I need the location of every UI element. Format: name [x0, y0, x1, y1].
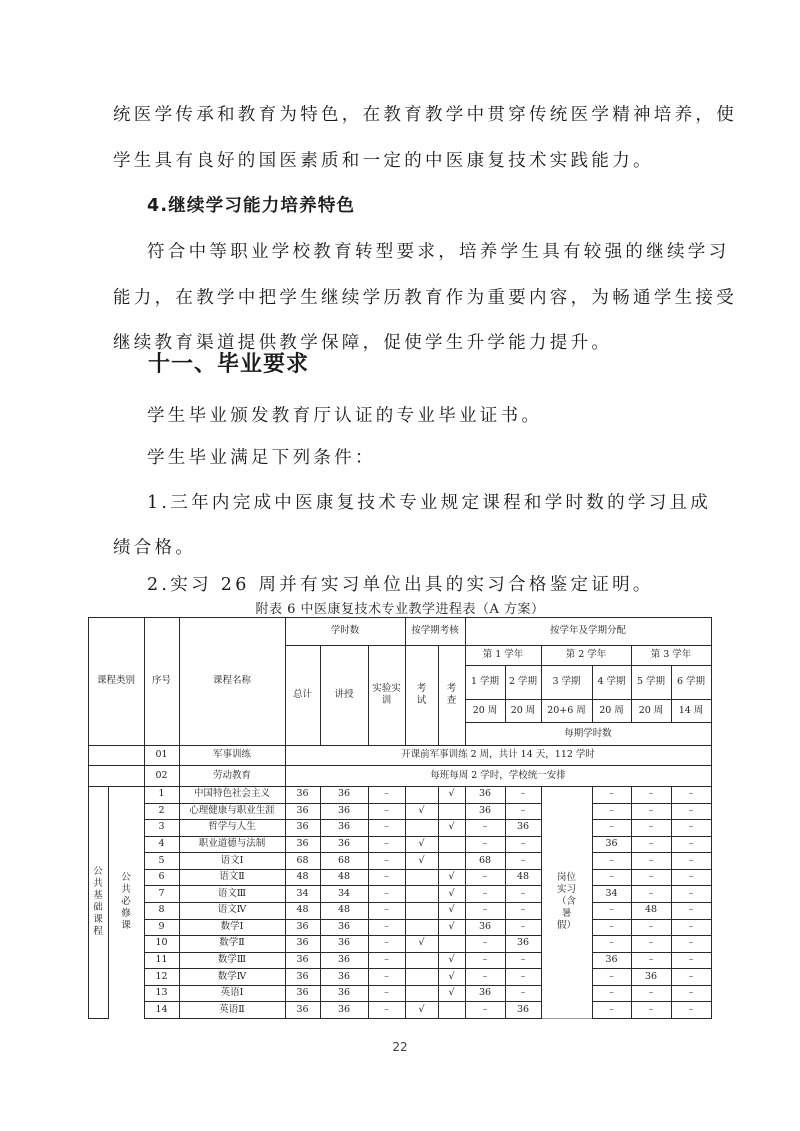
paragraph-line: 学生毕业满足下列条件：: [147, 448, 376, 468]
table-cell-seq: 4: [158, 838, 165, 850]
table-rule: [671, 786, 672, 1019]
special-row-note: 开课前军事训练 2 周，共计 14 天，112 学时: [401, 749, 595, 761]
header-year: 第 2 学年: [565, 649, 607, 661]
table-rule: [541, 786, 542, 1019]
table-rule: [465, 722, 712, 723]
table-cell-s2: 36: [516, 937, 530, 949]
table-cell-s2: –: [520, 804, 526, 816]
header-semester: 3 学期: [552, 676, 581, 688]
table-cell-check: √: [448, 821, 455, 833]
table-cell-name: 数学Ⅱ: [219, 937, 245, 949]
table-rule: [368, 786, 369, 1019]
table-cell-s5: –: [648, 838, 654, 850]
table-cell-s2: –: [520, 920, 526, 932]
table-cell-s4: 36: [605, 838, 618, 850]
table-cell-lab: –: [384, 970, 389, 982]
table-rule: [465, 699, 712, 700]
table-cell-lecture: 48: [337, 871, 351, 883]
table-rule: [144, 786, 145, 1019]
table-rule: [631, 786, 632, 1019]
table-cell-total: 36: [296, 838, 309, 850]
table-rule: [438, 786, 439, 1019]
table-cell-check: [438, 803, 465, 820]
table-cell-s5: –: [648, 804, 654, 816]
header-weeks: 20 周: [638, 704, 664, 716]
table-cell-seq: 7: [158, 887, 165, 899]
header-semester: 1 学期: [470, 676, 500, 688]
table-cell-lecture: 36: [337, 987, 351, 999]
table-cell-s1: –: [482, 887, 488, 899]
table-cell-seq: 8: [158, 904, 165, 916]
table-cell-s5: –: [648, 788, 654, 800]
table-cell-lab: –: [384, 1003, 389, 1015]
table-cell-exam: [405, 885, 438, 902]
table-cell-s4: –: [609, 1003, 614, 1015]
table-cell-check: √: [448, 970, 455, 982]
table-cell-s4: –: [609, 821, 614, 833]
table-cell-s6: –: [688, 1003, 694, 1015]
table-rule: [541, 1018, 593, 1019]
table-cell-s6: –: [688, 920, 694, 932]
table-cell-lab: –: [384, 987, 389, 999]
table-rule: [405, 786, 406, 1019]
table-cell-s6: –: [688, 954, 694, 966]
table-rule: [285, 617, 286, 746]
table-cell-check: √: [448, 954, 455, 966]
table-rule: [465, 645, 712, 646]
table-cell-check: √: [448, 920, 455, 932]
table-cell-total: 48: [296, 904, 309, 916]
table-cell-s1: 36: [478, 788, 492, 800]
table-cell-exam: [405, 902, 438, 919]
paragraph-line: 2.实习 26 周并有实习单位出具的实习合格鉴定证明。: [147, 575, 654, 595]
header-year: 第 3 学年: [650, 649, 692, 661]
table-rule: [438, 645, 439, 746]
table-cell-lab: –: [384, 937, 389, 949]
table-cell-lecture: 68: [337, 854, 351, 866]
header-assessment: 按学期考核: [411, 625, 459, 637]
table-cell-total: 48: [296, 871, 309, 883]
table-rule: [465, 665, 712, 666]
table-cell-s2: 48: [516, 871, 530, 883]
table-cell-s2: 36: [516, 821, 530, 833]
table-rule: [88, 765, 89, 787]
group-category-text: 公共基础课程: [93, 866, 103, 937]
table-cell-s2: –: [520, 788, 526, 800]
special-row-category: [88, 765, 144, 786]
table-cell-check: √: [448, 904, 455, 916]
table-cell-s1: –: [482, 970, 488, 982]
table-cell-check: [438, 836, 465, 853]
table-cell-total: 36: [296, 987, 309, 999]
subheading: 4.继续学习能力培养特色: [147, 196, 356, 216]
table-cell-seq: 6: [158, 871, 165, 883]
table-rule: [405, 617, 406, 746]
header-year: 第 1 学年: [482, 649, 524, 661]
table-cell-s6: –: [688, 821, 694, 833]
header-weeks: 14 周: [678, 704, 704, 716]
table-cell-s4: –: [609, 987, 614, 999]
table-cell-lecture: 36: [337, 821, 351, 833]
paragraph-line: 学生具有良好的国医素质和一定的中医康复技术实践能力。: [113, 151, 654, 171]
table-cell-lecture: 36: [337, 937, 351, 949]
table-cell-s4: 34: [605, 887, 618, 899]
table-cell-s4: –: [609, 788, 614, 800]
table-cell-s5: –: [648, 887, 654, 899]
table-cell-s1: –: [482, 937, 488, 949]
table-cell-s2: 36: [516, 1003, 530, 1015]
table-cell-total: 36: [296, 821, 309, 833]
table-rule: [144, 765, 145, 787]
table-rule: [88, 617, 89, 746]
table-cell-name: 英语Ⅱ: [219, 1003, 245, 1015]
table-rule: [711, 786, 712, 1019]
table-cell-lecture: 34: [337, 887, 351, 899]
table-rule: [179, 765, 180, 787]
table-cell-total: 36: [296, 788, 309, 800]
table-cell-s4: –: [609, 854, 614, 866]
table-cell-lab: –: [384, 920, 389, 932]
table-cell-lecture: 36: [337, 920, 351, 932]
table-cell-s6: –: [688, 987, 694, 999]
header-exam: [405, 645, 438, 745]
table-caption: 附表 6 中医康复技术专业教学进程表（A 方案）: [255, 602, 545, 617]
table-cell-check: √: [448, 987, 455, 999]
header-semester: 5 学期: [636, 676, 666, 688]
table-cell-lab: –: [384, 871, 389, 883]
table-rule: [592, 786, 593, 1019]
table-cell-s2: –: [520, 987, 526, 999]
table-cell-s1: 36: [478, 920, 492, 932]
table-cell-name: 英语Ⅰ: [220, 987, 244, 999]
table-cell-seq: 1: [158, 788, 165, 800]
table-cell-s2: –: [520, 904, 526, 916]
header-semester: 6 学期: [676, 676, 706, 688]
table-cell-name: 哲学与人生: [208, 821, 256, 833]
table-cell-s5: 48: [644, 904, 658, 916]
paragraph-line: 1.三年内完成中医康复技术专业规定课程和学时数的学习且成: [147, 493, 712, 513]
table-cell-s2: –: [520, 838, 526, 850]
special-row-seq: 02: [155, 769, 168, 781]
header-hours: 学时数: [330, 625, 360, 637]
table-rule: [144, 1018, 542, 1019]
table-cell-s5: –: [648, 937, 654, 949]
table-cell-seq: 5: [158, 854, 165, 866]
table-rule: [179, 786, 180, 1019]
table-cell-s2: –: [520, 954, 526, 966]
header-seq: 序号: [151, 675, 171, 687]
header-lab: 实验实训: [372, 683, 401, 706]
header-semester: 2 学期: [508, 676, 538, 688]
table-cell-s1: 36: [478, 987, 492, 999]
table-rule: [88, 1018, 109, 1019]
table-cell-s1: 68: [478, 854, 492, 866]
table-cell-s1: –: [482, 904, 488, 916]
table-cell-check: [438, 1001, 465, 1018]
table-cell-name: 职业道德与法制: [198, 838, 266, 850]
table-cell-seq: 2: [158, 804, 165, 816]
table-cell-s6: –: [688, 871, 694, 883]
table-rule: [711, 765, 712, 787]
table-rule: [320, 786, 321, 1019]
table-rule: [592, 665, 593, 723]
table-rule: [88, 745, 89, 766]
table-cell-exam: [405, 985, 438, 1002]
table-rule: [285, 786, 286, 1019]
table-cell-exam: [405, 952, 438, 969]
table-rule: [108, 786, 109, 1019]
paragraph-line: 统医学传承和教育为特色，在教育教学中贯穿传统医学精神培养，使: [113, 105, 737, 125]
paragraph-line: 绩合格。: [113, 538, 197, 558]
table-cell-s2: –: [520, 970, 526, 982]
table-rule: [320, 645, 321, 746]
header-check-text: 考查: [446, 683, 457, 706]
table-rule: [144, 617, 145, 746]
table-rule: [465, 617, 466, 746]
table-cell-seq: 12: [155, 970, 168, 982]
table-cell-exam: √: [418, 804, 425, 816]
header-weeks: 20 周: [472, 704, 498, 716]
group-subcategory-text: 公共必修课: [121, 872, 131, 931]
table-cell-lecture: 36: [337, 838, 351, 850]
special-row-name: 劳动教育: [212, 769, 251, 781]
table-cell-total: 36: [296, 954, 309, 966]
header-weeks: 20 周: [599, 704, 624, 716]
table-cell-exam: [405, 869, 438, 886]
table-cell-s4: –: [609, 904, 614, 916]
table-cell-lab: –: [384, 821, 389, 833]
table-cell-name: 语文Ⅲ: [217, 887, 247, 899]
table-rule: [368, 645, 369, 746]
group-subcategory: [108, 786, 144, 1018]
table-cell-lecture: 36: [337, 804, 351, 816]
table-cell-name: 数学Ⅳ: [217, 970, 247, 982]
table-cell-s1: –: [482, 838, 488, 850]
table-rule: [179, 617, 180, 746]
table-cell-s6: –: [688, 937, 694, 949]
table-cell-name: 心理健康与职业生涯: [189, 804, 275, 816]
table-cell-name: 数学Ⅲ: [217, 954, 247, 966]
table-cell-s6: –: [688, 788, 694, 800]
table-cell-s5: –: [648, 987, 654, 999]
table-cell-exam: √: [418, 937, 425, 949]
table-rule: [285, 745, 286, 766]
table-cell-seq: 13: [155, 987, 168, 999]
table-cell-exam: [405, 819, 438, 836]
special-row-seq: 01: [155, 749, 168, 761]
table-cell-check: [438, 852, 465, 869]
table-cell-total: 36: [296, 937, 309, 949]
header-check: [438, 645, 465, 745]
table-cell-lab: –: [384, 804, 389, 816]
table-rule: [631, 645, 632, 723]
table-cell-total: 36: [296, 920, 309, 932]
table-cell-s1: 36: [478, 804, 492, 816]
table-cell-s1: –: [482, 821, 488, 833]
table-cell-lecture: 48: [337, 904, 351, 916]
table-cell-seq: 9: [158, 920, 165, 932]
table-cell-lab: –: [384, 887, 389, 899]
special-row-category: [88, 745, 144, 765]
table-rule: [541, 645, 542, 723]
table-cell-s4: –: [609, 970, 614, 982]
table-cell-name: 中国特色社会主义: [193, 788, 270, 800]
table-rule: [144, 745, 145, 766]
table-cell-s5: –: [648, 920, 654, 932]
table-cell-exam: [405, 968, 438, 985]
table-cell-exam: [405, 786, 438, 803]
paragraph-line: 学生毕业颁发教育厅认证的专业毕业证书。: [147, 406, 543, 426]
header-exam-text: 考试: [416, 683, 427, 706]
table-cell-lecture: 36: [337, 970, 351, 982]
table-cell-lecture: 36: [337, 788, 351, 800]
table-cell-check: √: [448, 788, 455, 800]
table-cell-s4: –: [609, 920, 614, 932]
table-rule: [505, 665, 506, 723]
table-cell-s5: –: [648, 871, 654, 883]
table-cell-name: 语文Ⅳ: [217, 904, 247, 916]
table-cell-s6: –: [688, 970, 694, 982]
header-weeks: 20+6 周: [547, 704, 586, 716]
header-total: 总计: [292, 689, 312, 701]
paragraph-line: 符合中等职业学校教育转型要求，培养学生具有较强的继续学习: [147, 242, 730, 262]
table-cell-seq: 3: [158, 821, 165, 833]
table-rule: [285, 765, 286, 787]
table-cell-s4: –: [609, 804, 614, 816]
table-cell-s4: –: [609, 937, 614, 949]
page-number: 22: [392, 1040, 408, 1054]
table-cell-s5: –: [648, 1003, 654, 1015]
table-cell-name: 数学Ⅰ: [220, 920, 244, 932]
internship-cell: [541, 786, 592, 1018]
table-rule: [465, 786, 466, 1019]
table-cell-seq: 14: [155, 1003, 168, 1015]
table-cell-s4: –: [609, 871, 614, 883]
table-cell-lab: –: [384, 854, 389, 866]
table-cell-total: 34: [296, 887, 309, 899]
table-cell-s1: –: [482, 1003, 488, 1015]
table-rule: [711, 745, 712, 766]
table-cell-s6: –: [688, 804, 694, 816]
table-cell-s4: 36: [605, 954, 618, 966]
special-row-note: 每班每周 2 学时，学校统一安排: [430, 769, 566, 781]
table-cell-exam: √: [418, 854, 425, 866]
table-rule: [671, 665, 672, 723]
table-rule: [88, 786, 89, 1019]
table-rule: [711, 617, 712, 746]
table-rule: [505, 786, 506, 1019]
table-cell-lab: –: [384, 788, 389, 800]
table-cell-total: 36: [296, 804, 309, 816]
table-cell-seq: 10: [155, 937, 168, 949]
paragraph-line: 继续教育渠道提供教学保障，促使学生升学能力提升。: [113, 333, 613, 353]
table-cell-lecture: 36: [337, 1003, 351, 1015]
table-cell-exam: √: [418, 1003, 425, 1015]
table-cell-exam: [405, 919, 438, 936]
table-cell-s1: –: [482, 954, 488, 966]
table-rule: [88, 617, 712, 618]
table-cell-s5: –: [648, 954, 654, 966]
group-category: [88, 786, 108, 1018]
table-cell-lab: –: [384, 904, 389, 916]
table-cell-s1: –: [482, 871, 488, 883]
section-title: 十一、毕业要求: [148, 352, 310, 377]
header-course-name: 课程名称: [212, 675, 251, 687]
table-cell-exam: √: [418, 838, 425, 850]
table-cell-name: 语文Ⅰ: [220, 854, 244, 866]
header-lecture: 讲授: [334, 689, 354, 701]
table-cell-lab: –: [384, 838, 389, 850]
table-cell-s6: –: [688, 887, 694, 899]
table-cell-s6: –: [688, 838, 694, 850]
special-row-name: 军事训练: [212, 749, 251, 761]
table-cell-s6: –: [688, 904, 694, 916]
table-cell-total: 68: [296, 854, 309, 866]
table-cell-check: √: [448, 887, 455, 899]
table-cell-s5: –: [648, 854, 654, 866]
table-rule: [592, 1018, 712, 1019]
table-cell-total: 36: [296, 1003, 309, 1015]
table-cell-s6: –: [688, 854, 694, 866]
table-cell-s5: –: [648, 821, 654, 833]
table-cell-name: 语文Ⅱ: [219, 871, 245, 883]
table-cell-seq: 11: [155, 954, 168, 966]
table-cell-s2: –: [520, 887, 526, 899]
header-distribution: 按学年及学期分配: [549, 625, 626, 637]
table-cell-check: [438, 935, 465, 952]
table-cell-lecture: 36: [337, 954, 351, 966]
header-semester: 4 学期: [597, 676, 626, 688]
paragraph-line: 能力，在教学中把学生继续学历教育作为重要内容，为畅通学生接受: [113, 288, 737, 308]
header-course-category: 课程类别: [96, 675, 135, 687]
table-cell-lab: –: [384, 954, 389, 966]
header-weeks: 20 周: [510, 704, 536, 716]
table-cell-s5: 36: [644, 970, 658, 982]
internship-text: 岗位实习（含暑假）: [556, 872, 576, 931]
table-cell-check: √: [448, 871, 455, 883]
header-per-term-hours: 每期学时数: [564, 727, 612, 739]
table-rule: [179, 745, 180, 766]
table-cell-total: 36: [296, 970, 309, 982]
table-cell-s2: –: [520, 854, 526, 866]
